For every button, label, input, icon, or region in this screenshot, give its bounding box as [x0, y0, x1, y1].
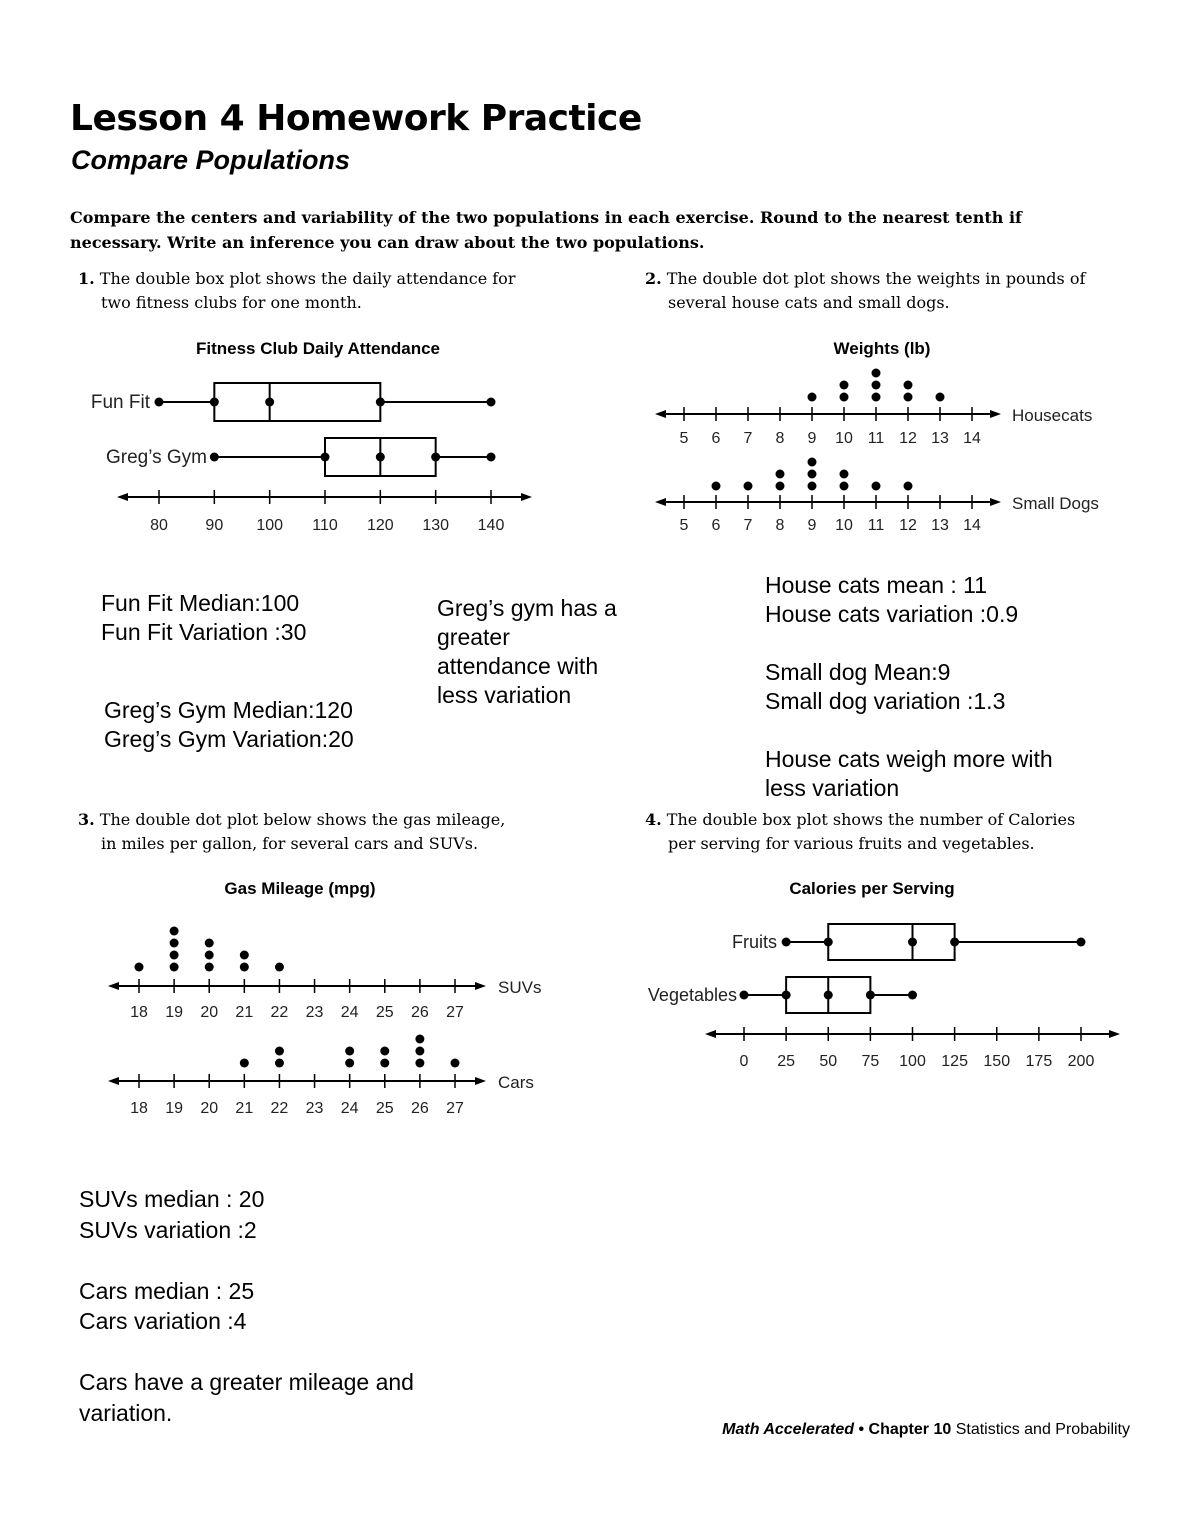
instructions: Compare the centers and variability of the two populations in each exercise. Round to the nearest tenth if necessary. Write an inference you can draw about the two populations. — [70, 208, 1022, 252]
tick-label: 13 — [931, 430, 949, 447]
tick-label: 18 — [130, 1004, 148, 1021]
box-point-q3 — [950, 938, 959, 947]
tick-label: 9 — [807, 430, 817, 447]
axis-arrow-left — [705, 1030, 716, 1038]
series-label: Small Dogs — [1012, 494, 1099, 513]
box-point-median — [908, 938, 917, 947]
chart-title-fitness: Fitness Club Daily Attendance — [195, 339, 441, 358]
box-point-q1 — [824, 938, 833, 947]
page-title: Lesson 4 Homework Practice — [70, 98, 642, 139]
exercise-text-line1: The double dot plot below shows the gas mileage, — [99, 810, 506, 829]
footer-topic: Statistics and Probability — [951, 1421, 1130, 1438]
tick-label: 75 — [861, 1053, 880, 1070]
tick-label: 27 — [446, 1100, 464, 1117]
tick-label: 18 — [130, 1100, 148, 1117]
tick-label: 80 — [150, 517, 168, 534]
series-label: Fun Fit — [90, 392, 150, 413]
answer-1-funfit — [101, 589, 306, 647]
footer-book: Math Accelerated — [722, 1421, 855, 1438]
answer-text: House cats mean : 11 — [765, 572, 988, 598]
tick-label: 140 — [477, 517, 505, 534]
tick-label: 9 — [807, 517, 817, 534]
box-point-median — [824, 991, 833, 1000]
tick-label: 150 — [983, 1053, 1011, 1070]
answer-text: Greg’s Gym Variation:20 — [104, 726, 354, 752]
tick-label: 120 — [366, 517, 394, 534]
exercise-text-line2: several house cats and small dogs. — [668, 293, 950, 312]
tick-label: 175 — [1025, 1053, 1053, 1070]
tick-label: 26 — [410, 1100, 429, 1117]
exercise-number: 1. — [78, 269, 95, 288]
exercise-text-line2: per serving for various fruits and vegetables. — [668, 834, 1035, 853]
tick-label: 24 — [340, 1100, 359, 1117]
tick-label: 22 — [270, 1004, 289, 1021]
answer-text: less variation — [437, 682, 572, 708]
tick-label: 130 — [422, 517, 450, 534]
tick-label: 6 — [711, 517, 721, 534]
series-label: Cars — [498, 1073, 534, 1092]
chart-title-calories: Calories per Serving — [789, 879, 955, 898]
tick-label: 25 — [375, 1004, 394, 1021]
tick-label: 5 — [679, 430, 689, 447]
tick-label: 7 — [743, 517, 753, 534]
answer-text: Greg’s gym has a — [437, 595, 617, 621]
tick-label: 23 — [305, 1004, 324, 1021]
exercise-text-line2: in miles per gallon, for several cars and SUVs. — [101, 834, 479, 853]
tick-label: 26 — [410, 1004, 429, 1021]
answer-text: Fun Fit Median:100 — [101, 590, 300, 616]
exercise-text-line2: two fitness clubs for one month. — [101, 293, 362, 312]
tick-label: 19 — [165, 1100, 184, 1117]
answer-text: Fun Fit Variation :30 — [101, 619, 307, 645]
tick-label: 0 — [739, 1053, 749, 1070]
tick-label: 27 — [446, 1004, 464, 1021]
tick-label: 5 — [679, 517, 689, 534]
tick-label: 14 — [963, 430, 981, 447]
answer-text: Cars have a greater mileage and — [79, 1369, 414, 1395]
answer-text: greater — [437, 624, 510, 650]
tick-label: 22 — [270, 1100, 289, 1117]
answer-1-inference — [437, 594, 617, 710]
tick-label: 200 — [1067, 1053, 1095, 1070]
answer-2 — [765, 571, 1053, 803]
tick-label: 125 — [941, 1053, 968, 1070]
exercise-text-line1: The double box plot shows the number of Calories — [666, 810, 1076, 829]
page-footer — [722, 1421, 1130, 1439]
answer-text: Cars variation :4 — [79, 1308, 247, 1334]
box — [828, 924, 954, 960]
box-point-max — [1077, 938, 1086, 947]
box-point-max — [908, 991, 917, 1000]
axis-arrow-right — [1109, 1030, 1120, 1038]
tick-label: 100 — [256, 517, 284, 534]
box-point-min — [740, 991, 749, 1000]
tick-label: 24 — [340, 1004, 359, 1021]
tick-label: 13 — [931, 517, 949, 534]
tick-label: 25 — [375, 1100, 394, 1117]
answer-text: House cats variation :0.9 — [765, 601, 1019, 627]
answer-text: attendance with — [437, 653, 599, 679]
exercise-number: 4. — [645, 810, 662, 829]
tick-label: 12 — [899, 517, 917, 534]
exercise-text-line1: The double dot plot shows the weights in pounds of — [666, 269, 1086, 288]
tick-label: 6 — [711, 430, 721, 447]
tick-label: 14 — [963, 517, 981, 534]
series-label: Housecats — [1012, 406, 1093, 425]
footer-bullet: • — [854, 1421, 869, 1438]
tick-label: 7 — [743, 430, 753, 447]
tick-label: 100 — [899, 1053, 926, 1070]
tick-label: 20 — [200, 1004, 219, 1021]
answer-text: SUVs median : 20 — [79, 1186, 265, 1212]
exercise-number: 3. — [78, 810, 95, 829]
answer-text: Small dog variation :1.3 — [765, 688, 1006, 714]
tick-label: 19 — [165, 1004, 184, 1021]
series-label: Vegetables — [647, 985, 737, 1005]
box-point-min — [782, 938, 791, 947]
box-point-q1 — [782, 991, 791, 1000]
answer-text: SUVs variation :2 — [79, 1216, 257, 1243]
series-label: Fruits — [732, 932, 777, 952]
footer-chapter: Chapter 10 — [868, 1421, 952, 1438]
answer-text: variation. — [79, 1399, 173, 1426]
answer-3 — [79, 1184, 414, 1428]
chart-title-weights: Weights (lb) — [833, 339, 931, 358]
page-subtitle: Compare Populations — [71, 145, 351, 175]
answer-1-greg — [104, 696, 354, 754]
tick-label: 10 — [835, 430, 853, 447]
box-point-q3 — [866, 991, 875, 1000]
tick-label: 90 — [205, 517, 224, 534]
answer-text: Cars median : 25 — [79, 1277, 255, 1304]
tick-label: 23 — [305, 1100, 324, 1117]
answer-text: less variation — [765, 775, 900, 801]
chart-title-gas: Gas Mileage (mpg) — [224, 879, 376, 898]
series-label: Greg’s Gym — [105, 447, 207, 468]
tick-label: 50 — [819, 1053, 838, 1070]
exercise-number: 2. — [645, 269, 662, 288]
exercise-text-line1: The double box plot shows the daily attendance for — [99, 269, 516, 288]
tick-label: 11 — [867, 517, 885, 534]
tick-label: 110 — [312, 517, 338, 534]
answer-text: Greg’s Gym Median:120 — [104, 697, 353, 723]
tick-label: 8 — [775, 517, 785, 534]
tick-label: 20 — [200, 1100, 219, 1117]
tick-label: 21 — [235, 1100, 254, 1117]
answer-text: House cats weigh more with — [765, 746, 1053, 772]
tick-label: 12 — [899, 430, 917, 447]
tick-label: 10 — [835, 517, 853, 534]
answer-text: Small dog Mean:9 — [765, 659, 951, 685]
tick-label: 11 — [867, 430, 885, 447]
series-label: SUVs — [498, 978, 542, 997]
tick-label: 25 — [777, 1053, 796, 1070]
tick-label: 8 — [775, 430, 785, 447]
tick-label: 21 — [235, 1004, 254, 1021]
